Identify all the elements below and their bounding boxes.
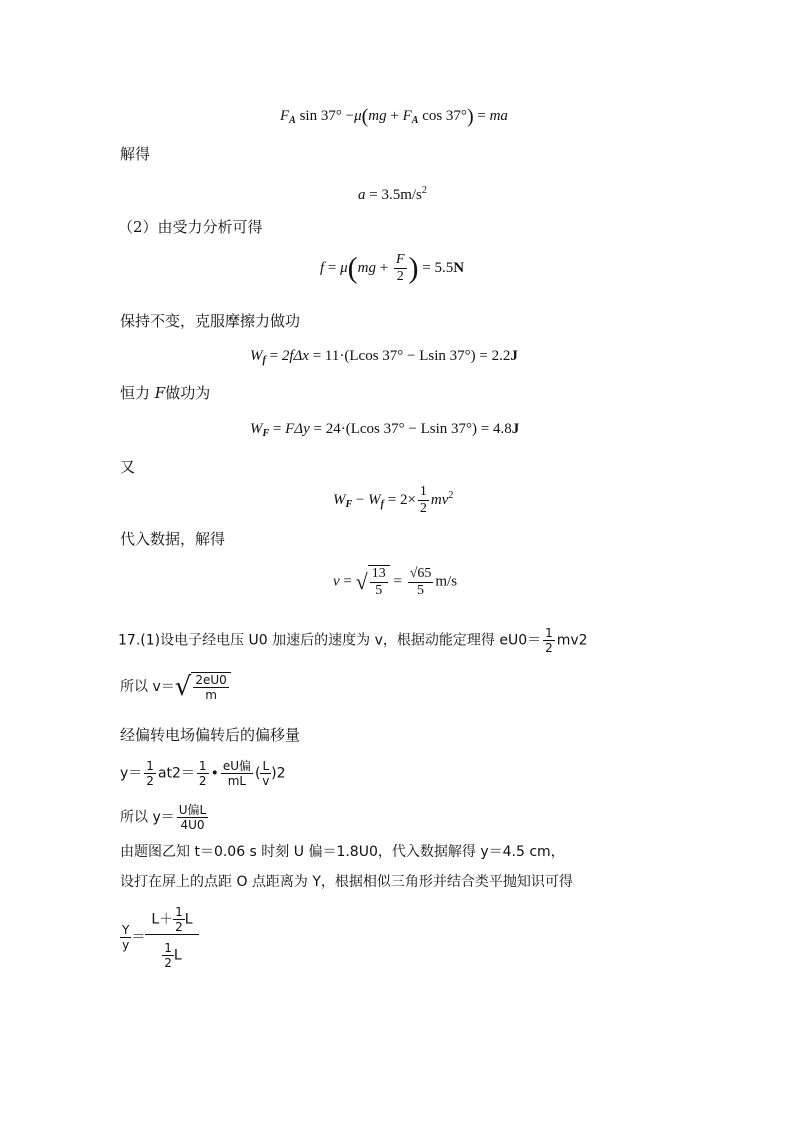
eq-fraction: $\frac{Y}{y}$ [122,923,130,952]
eq-term: cos 37° [422,108,467,124]
eq-fraction: $\frac{1}{2}$ [419,484,427,516]
equation-acceleration [358,181,427,205]
eq-term: sin 37° [299,108,342,124]
eq-term: mg [357,259,377,276]
eq-y-tail: 2 [276,765,286,782]
eq-symbol: μ [340,259,348,276]
eq-term: 2fΔx [281,348,309,364]
eq-fraction: $\frac{\text{eU偏}}{mL}$ [222,759,251,788]
equation-velocity [333,565,457,599]
equation-friction: f = μ(mg + $\frac{F}{2}$ ) = 5.5N [320,251,465,285]
text-pianyi: 经偏转电场偏转后的偏移量 [120,726,301,744]
eq-y-c: • [210,765,219,782]
equation-newton: $F_A$ $\sin 37^\circ -\mu(mg + F_A$ cos 37°) = ma [280,105,508,128]
eq-term: 2× [399,491,416,508]
eq-fraction: $\frac{√65}{5}$ [409,565,432,598]
eq-op: = [480,421,490,437]
eq-op: ＝ [131,929,146,946]
eq-op: = [479,348,488,364]
suoyi-v-text: 所以 v＝ [120,679,175,695]
eq-value: 2.2 [491,348,511,364]
eq-unit: J [510,348,518,364]
problem-17-line [118,626,588,655]
eq-symbol: v [333,573,340,590]
eq-fraction: $\frac{1}{2}$ [198,759,207,788]
text-force-a: 恒力 [120,384,151,402]
eq-op: + [390,108,399,124]
eq-term: 11· [324,348,345,364]
eq-fraction: $\frac{1}{2}$ [545,626,553,655]
eq-y-a: y＝ [120,765,143,782]
eq-symbol: W [250,421,263,437]
suoyi-y-text: 所以 y＝ [120,809,175,826]
eq-symbol: a [358,187,366,203]
eq-symbol: W [250,348,263,364]
eq-term: mv [430,491,449,508]
equation-work-friction [250,346,518,371]
eq-op: = [393,573,402,590]
eq-sqrt: √ $\frac{2eU0}{m}$ [175,672,231,702]
eq-value: 4.8 [492,421,512,437]
text-sheda: 设打在屏上的点距 O 点距离为 Y，根据相似三角形并结合类平抛知识可得 [120,874,573,890]
eq-op: = [272,421,282,437]
eq-unit: J [511,421,520,437]
eq-term: FΔy [285,421,310,437]
eq-symbol: W [333,491,346,508]
eq-op: − [355,491,365,508]
eq-op: + [379,259,389,276]
eq-term: mg [368,108,387,124]
eq-op: = [387,491,397,508]
text-part-2: （2）由受力分析可得 [118,218,263,236]
text-tuyi: 由题图乙知 t＝0.06 s 时刻 U 偏＝1.8U0，代入数据解得 y＝4.5 cm， [120,844,565,860]
eq-term: 24· [325,421,346,437]
eq-sub: A [411,115,419,126]
eq-term: ma [489,108,508,124]
eq-Y-line [120,905,199,970]
eq-term: (Lcos 37° − Lsin 37°) [344,348,476,364]
eq-unit: m/s [435,573,458,590]
eq-exp: 2 [421,185,427,196]
eq-big-fraction: L＋ $\frac{1}{2}$ L $\frac{1}{2}$ L [145,905,198,970]
eq-op: = [312,348,322,364]
suoyi-v-line [120,672,231,702]
eq-y-b: at2＝ [157,765,195,782]
eq-symbol: F [402,108,412,124]
eq-op: = [313,421,322,437]
eq-op: = [477,108,486,124]
eq-fraction: $\frac{1}{2}$ [146,759,154,788]
text-substitute: 代入数据，解得 [120,530,226,548]
eq-symbol: f [320,259,325,276]
eq-sub: F [262,428,270,439]
eq-fraction: $\frac{F}{2}$ [395,252,405,284]
eq-op: = [327,259,337,276]
eq-y-line: y＝ $\frac{1}{2}$ at2＝ $\frac{1}{2}$ • $\frac{\text{eU偏}}{mL}$ ( $\frac{L}{v}$ )2 [120,759,286,788]
text-jiede-1: 解得 [120,145,151,163]
eq-unit: m/s [400,187,422,203]
eq-exp: 2 [448,489,454,501]
eq-sub: F [345,498,353,510]
text-force-b: 做功为 [165,384,211,402]
problem-17-text: 17.(1)设电子经电压 U0 加速后的速度为 v，根据动能定理得 eU0＝ [118,632,542,649]
eq-op: = [422,259,431,276]
text-force-symbol: F [154,384,166,402]
text-keep: 保持不变，克服摩擦力做功 [120,312,301,330]
eq-symbol: W [368,491,381,508]
eq-op: = [369,187,378,203]
eq-term: (Lcos 37° − Lsin 37°) [345,421,478,437]
eq-symbol: μ [354,108,362,124]
eq-op: = [269,348,279,364]
eq-op: = [343,573,352,590]
eq-sub: A [289,115,296,126]
eq-sub: f [262,355,266,366]
eq-symbol: F [280,108,290,124]
equation-work-force [250,419,519,444]
eq-value: 5.5 [434,259,454,276]
eq-fraction: $\frac{\text{U偏L}}{4U0}$ [178,803,207,832]
problem-17-tail: mv2 [556,632,588,649]
eq-value: 3.5 [381,187,401,203]
eq-fraction: $\frac{L}{v}$ [262,759,270,788]
text-you: 又 [120,458,136,476]
eq-op: − [345,108,355,124]
eq-unit: N [453,259,465,276]
text-force [120,383,210,403]
equation-energy [333,484,453,517]
suoyi-y-line [120,803,210,832]
eq-sub: f [380,498,384,510]
eq-sqrt: √ $\frac{13}{5}$ [356,565,390,599]
